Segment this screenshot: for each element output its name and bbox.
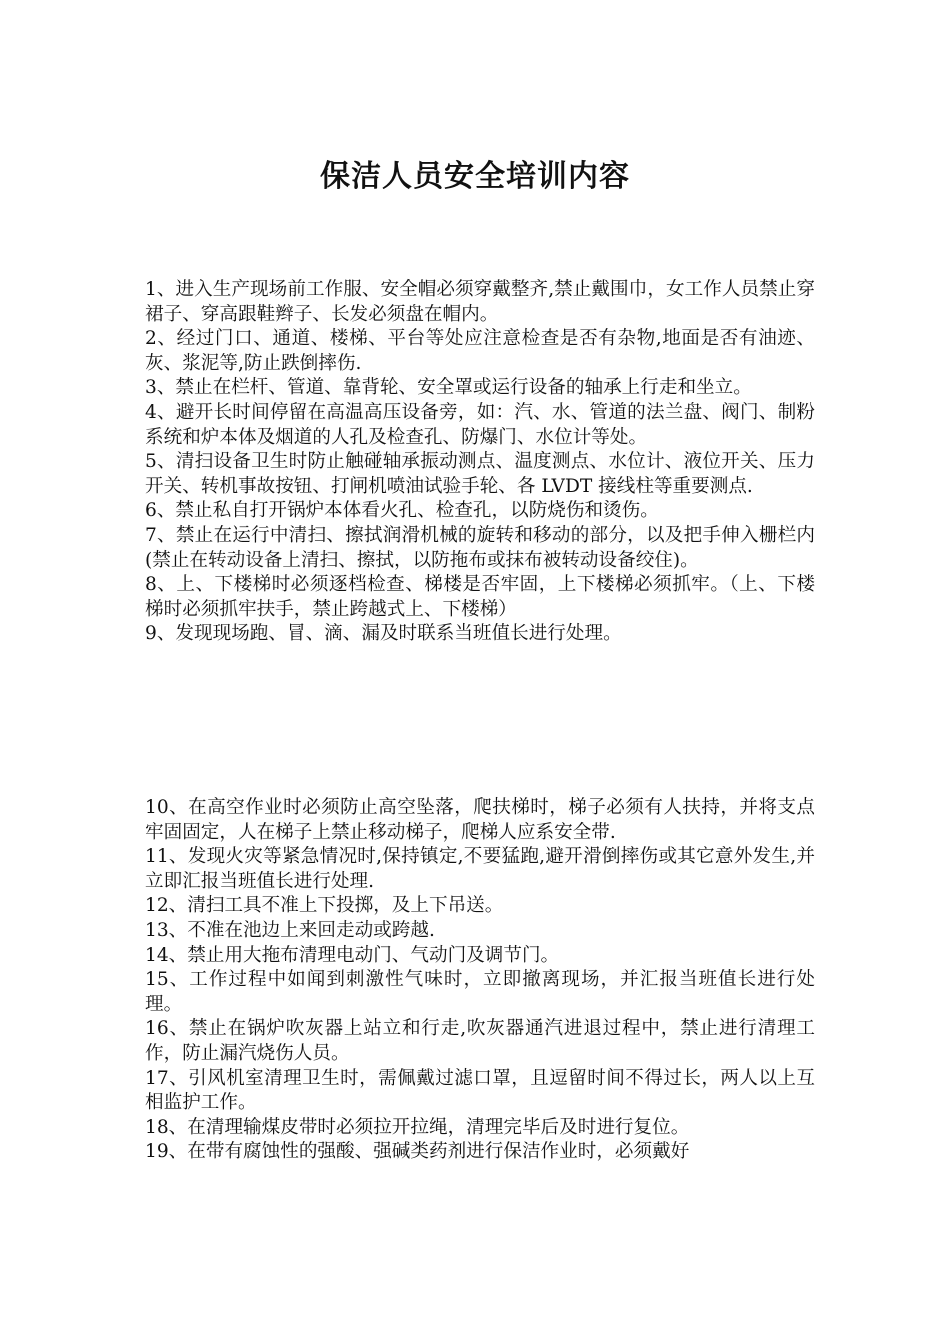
rule-item-12: 12、清扫工具不准上下投掷，及上下吊送。 — [145, 895, 504, 917]
rules-block-2 — [145, 796, 815, 1165]
rule-item-13: 13、不准在池边上来回走动或跨越. — [145, 919, 435, 941]
rule-item-8: 8、上、下楼梯时必须逐档检查、梯楼是否牢固，上下楼梯必须抓牢。（上、下楼梯时必须抓牢扶手，禁止跨越式上、下楼梯） — [145, 574, 815, 620]
rule-item-19: 19、在带有腐蚀性的强酸、强碱类药剂进行保洁作业时，必须戴好 — [145, 1141, 690, 1163]
page-title: 保洁人员安全培训内容 — [320, 159, 630, 194]
rule-item-1: 1、进入生产现场前工作服、安全帽必须穿戴整齐,禁止戴围巾，女工作人员禁止穿裙子、穿高跟鞋辫子、长发必须盘在帽内。 — [145, 279, 815, 325]
rule-item-2: 2、经过门口、通道、楼梯、平台等处应注意检查是否有杂物,地面是否有油迹、灰、浆泥等,防止跌倒摔伤. — [145, 328, 815, 374]
rule-item-18: 18、在清理输煤皮带时必须拉开拉绳，清理完毕后及时进行复位。 — [145, 1116, 690, 1138]
rule-item-17: 17、引风机室清理卫生时，需佩戴过滤口罩，且逗留时间不得过长，两人以上互相监护工作。 — [145, 1067, 815, 1114]
rule-item-7: 7、禁止在运行中清扫、擦拭润滑机械的旋转和移动的部分，以及把手伸入栅栏内(禁止在转动设备上清扫、擦拭，以防拖布或抹布被转动设备绞住)。 — [145, 524, 815, 571]
rule-item-16: 16、禁止在锅炉吹灰器上站立和行走,吹灰器通汽进退过程中，禁止进行清理工作，防止漏汽烧伤人员。 — [145, 1018, 815, 1064]
rule-item-10: 10、在高空作业时必须防止高空坠落，爬扶梯时，梯子必须有人扶持，并将支点牢固固定，人在梯子上禁止移动梯子，爬梯人应系安全带. — [145, 797, 815, 843]
rule-item-3: 3、禁止在栏杆、管道、靠背轮、安全罩或运行设备的轴承上行走和坐立。 — [145, 377, 752, 399]
rule-item-14: 14、禁止用大拖布清理电动门、气动门及调节门。 — [145, 944, 560, 966]
rules-block-1 — [145, 278, 815, 647]
rule-item-9: 9、发现现场跑、冒、滴、漏及时联系当班值长进行处理。 — [145, 623, 622, 645]
rule-item-5: 5、清扫设备卫生时防止触碰轴承振动测点、温度测点、水位计、液位开关、压力开关、转机事故按钮、打闸机喷油试验手轮、各 LVDT 接线柱等重要测点. — [145, 451, 815, 497]
rule-item-11: 11、发现火灾等紧急情况时,保持镇定,不要猛跑,避开滑倒摔伤或其它意外发生,并立即汇报当班值长进行处理. — [145, 846, 815, 892]
rule-item-6: 6、禁止私自打开锅炉本体看火孔、检查孔，以防烧伤和烫伤。 — [145, 500, 659, 522]
rule-item-15: 15、工作过程中如闻到刺激性气味时，立即撤离现场，并汇报当班值长进行处理。 — [145, 969, 815, 1015]
rule-item-4: 4、避开长时间停留在高温高压设备旁，如：汽、水、管道的法兰盘、阀门、制粉系统和炉本体及烟道的人孔及检查孔、防爆门、水位计等处。 — [145, 401, 815, 448]
